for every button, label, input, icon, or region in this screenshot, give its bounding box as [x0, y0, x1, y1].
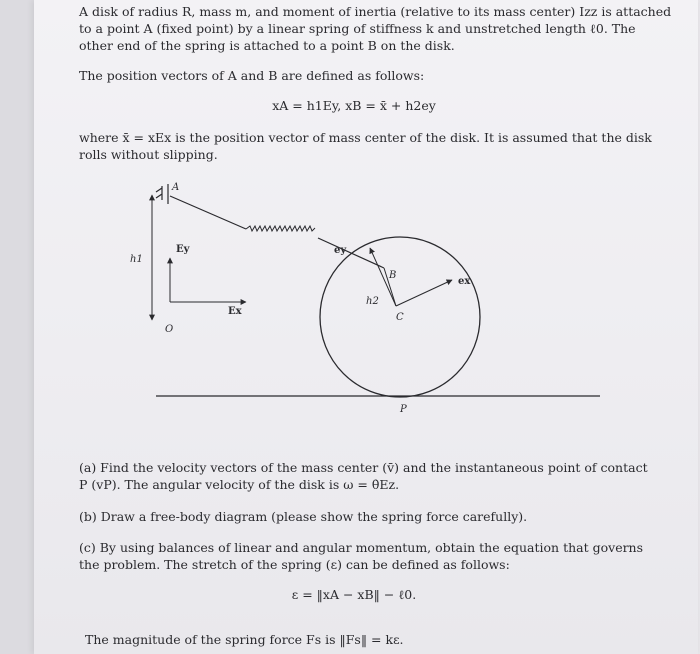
- part-b: (b) Draw a free-body diagram (please show the spring force carefully).: [79, 509, 528, 524]
- paragraph-1-line-1: A disk of radius R, mass m, and moment of inertia (relative to its mass center) Izz is attached: [79, 4, 672, 19]
- part-a-line-1: (a) Find the velocity vectors of the mass center (v̄) and the instantaneous point of contact: [79, 460, 648, 475]
- spring-coil: [246, 226, 315, 231]
- label-ey: ey: [334, 245, 347, 256]
- fixed-support-A: [156, 184, 168, 204]
- label-A: A: [172, 182, 180, 193]
- equation-position-vectors: xA = h1Ey, xB = x̄ + h2ey: [272, 98, 436, 113]
- label-O: O: [165, 324, 174, 335]
- paragraph-1-line-2: to a point A (fixed point) by a linear spring of stiffness k and unstretched length ℓ0. The: [79, 21, 636, 36]
- equation-stretch: ε = ‖xA − xB‖ − ℓ0.: [291, 587, 417, 602]
- last-line-spring-force: The magnitude of the spring force Fs is ‖Fs‖ = kε.: [85, 632, 404, 647]
- label-Ex: Ex: [228, 306, 242, 317]
- paragraph-1-line-3: other end of the spring is attached to a point B on the disk.: [79, 38, 455, 53]
- paragraph-3-line-1: where x̄ = xEx is the position vector of mass center of the disk. It is assumed that the disk: [79, 130, 652, 145]
- label-P: P: [400, 404, 407, 415]
- part-a-line-2: P (vP). The angular velocity of the disk is ω = θ̇Ez.: [79, 477, 400, 492]
- part-c-line-2: the problem. The stretch of the spring (ε) can be defined as follows:: [79, 557, 510, 572]
- label-Ey: Ey: [176, 244, 190, 255]
- ex-body-arrow: [396, 280, 452, 306]
- paragraph-2: The position vectors of A and B are defined as follows:: [79, 68, 425, 83]
- spring-segment-start: [170, 196, 246, 229]
- spring-segment-end: [318, 238, 384, 268]
- label-ex: ex: [458, 276, 471, 287]
- part-c-line-1: (c) By using balances of linear and angular momentum, obtain the equation that governs: [79, 540, 644, 555]
- label-C: C: [396, 312, 404, 323]
- label-h1: h1: [130, 254, 143, 265]
- paragraph-3-line-2: rolls without slipping.: [79, 147, 218, 162]
- label-h2: h2: [366, 296, 379, 307]
- label-B: B: [389, 270, 397, 281]
